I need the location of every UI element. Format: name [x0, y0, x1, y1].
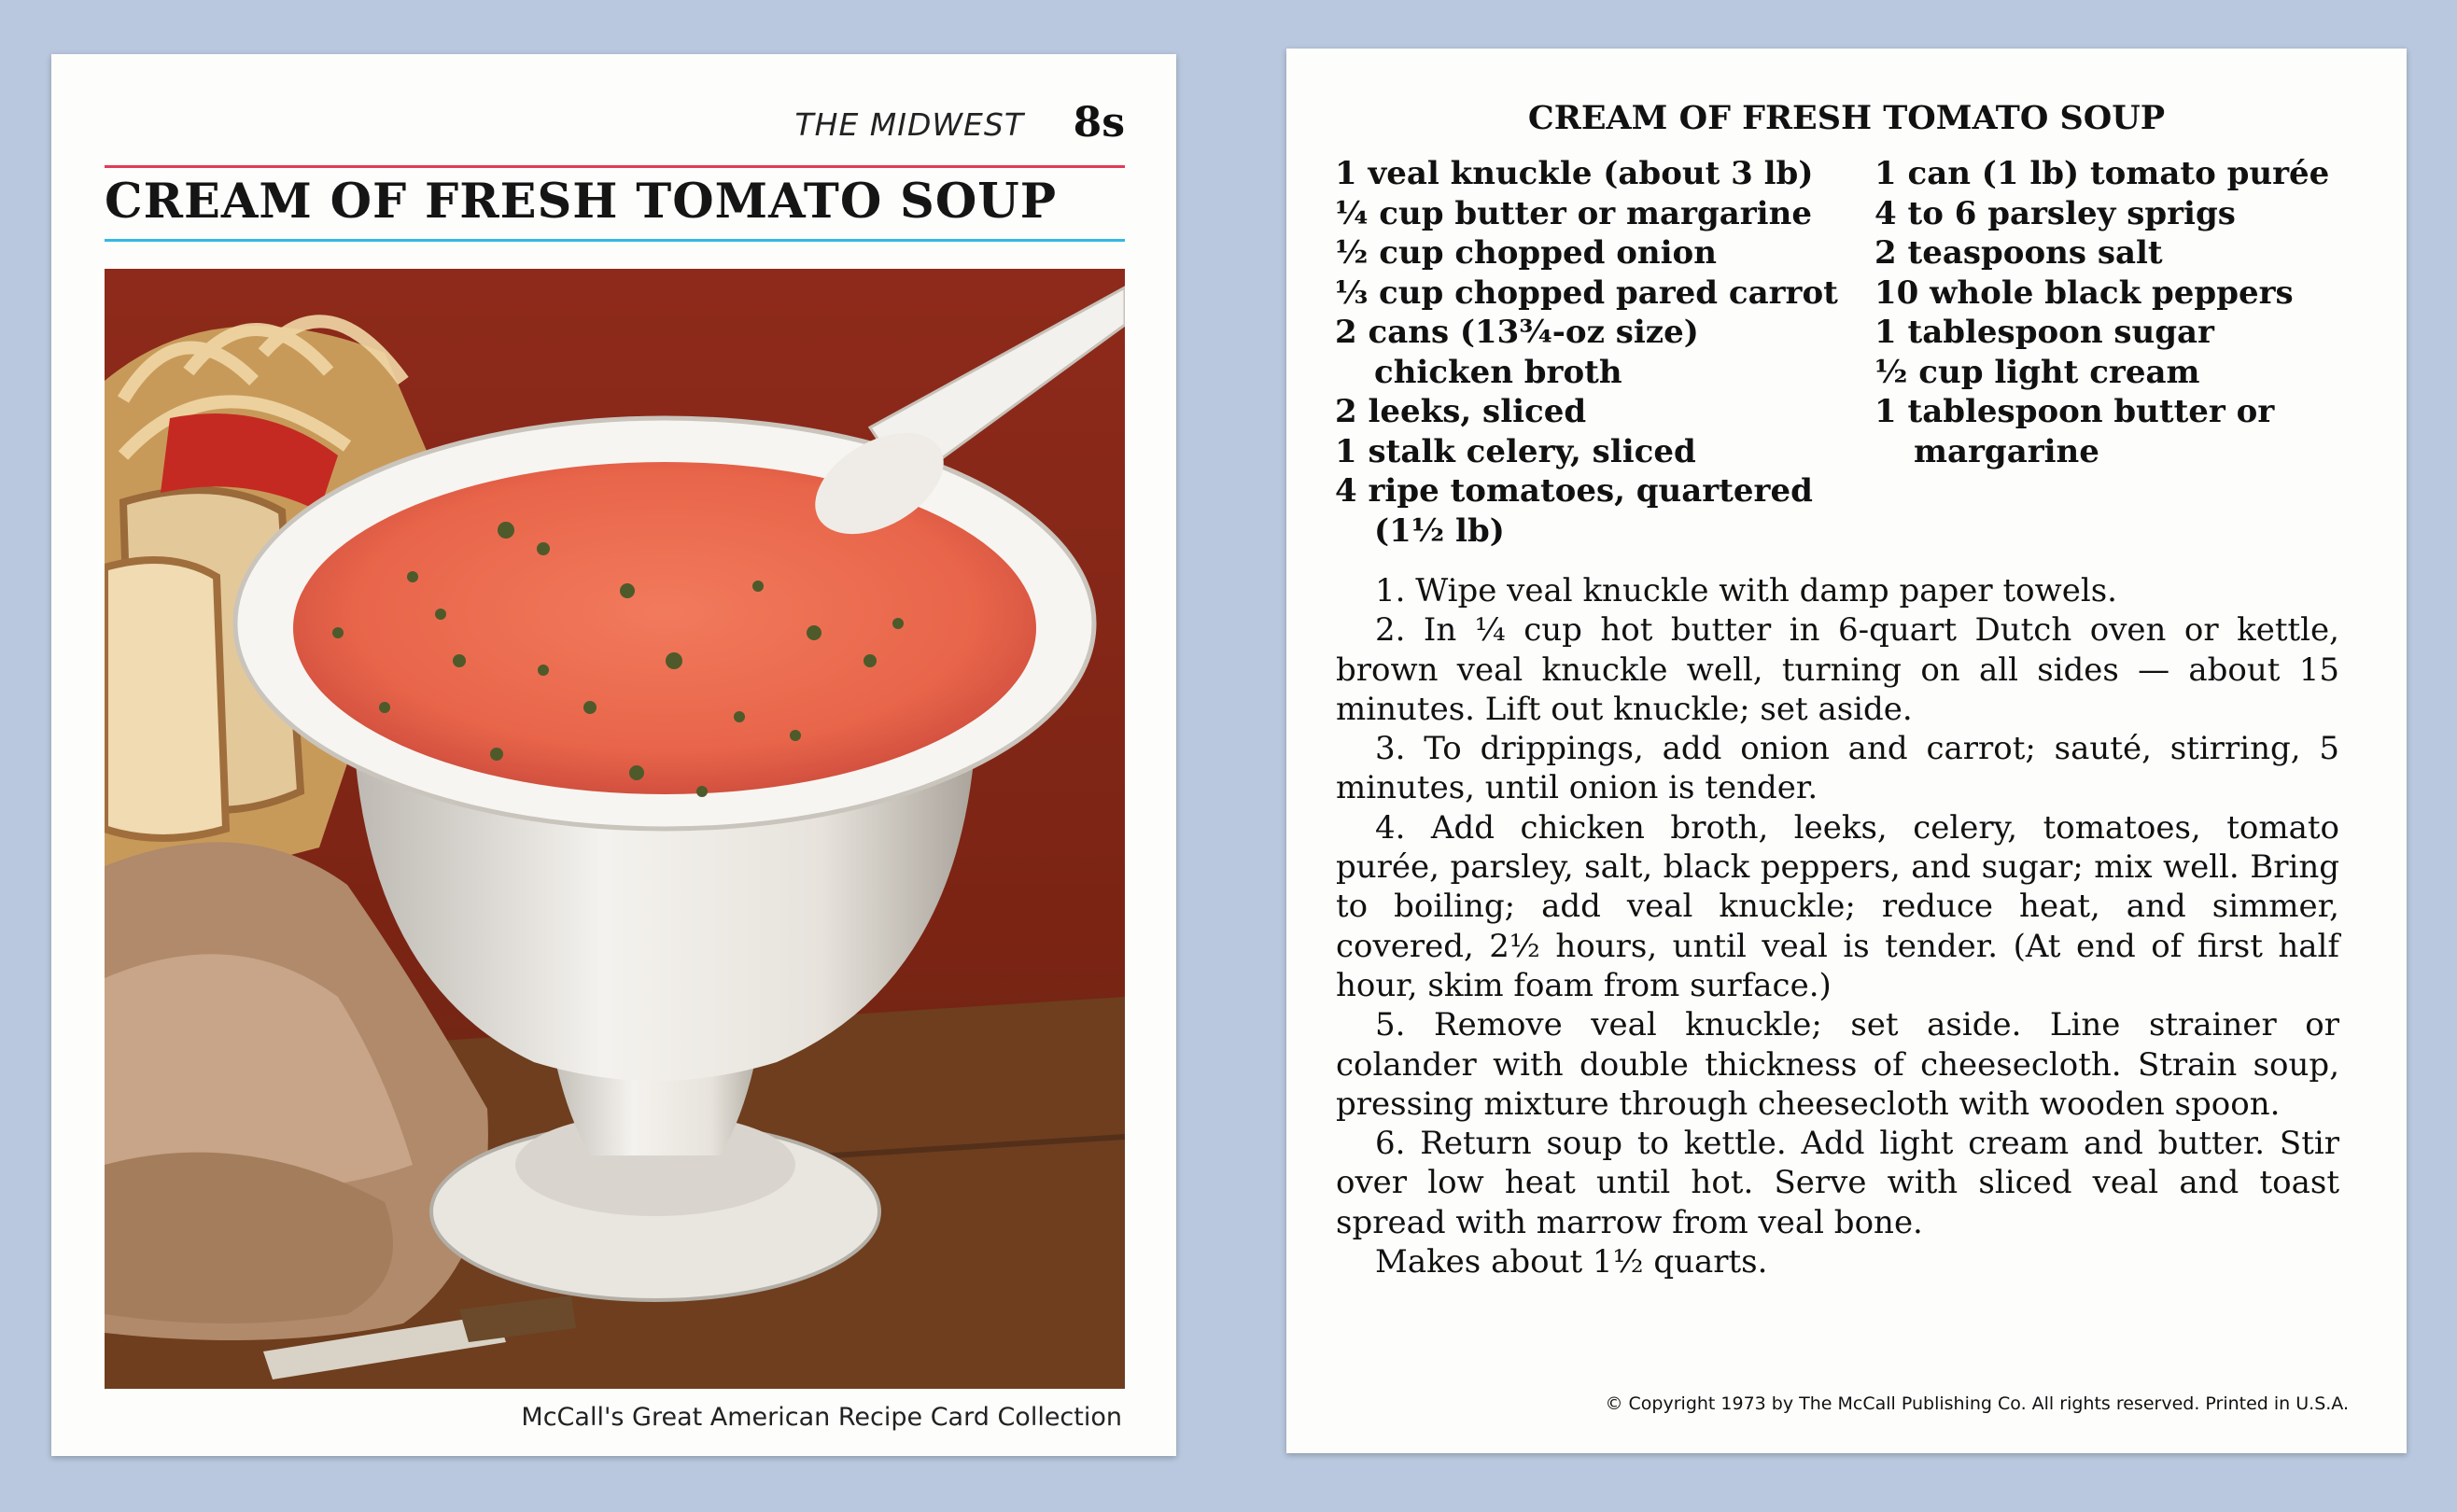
ingredient-line: 2 teaspoons salt — [1874, 234, 2163, 272]
ingredient-line: margarine — [1914, 432, 2099, 470]
direction-step: 6. Return soup to kettle. Add light cream and butter. Stir over low heat until hot. Serve with sliced veal and toast spread with marrow from veal bone. — [1336, 1125, 2339, 1241]
card-number: 8s — [1073, 99, 1125, 147]
ingredient-line: 1 veal knuckle (about 3 lb) — [1335, 155, 1814, 192]
direction-step: 3. To drippings, add onion and carrot; sauté, stirring, 5 minutes, until onion is tender. — [1336, 730, 2339, 807]
ingredient-line: 1 tablespoon butter or — [1874, 393, 2275, 430]
directions — [1336, 571, 2339, 1281]
direction-step: 1. Wipe veal knuckle with damp paper towels. — [1375, 572, 2117, 609]
ingredient-line: 1 stalk celery, sliced — [1335, 432, 1696, 470]
recipe-title: CREAM OF FRESH TOMATO SOUP — [105, 174, 1058, 230]
direction-step: 4. Add chicken broth, leeks, celery, tomatoes, tomato purée, parsley, salt, black peppers, and sugar; mix well. Bring to boiling; add veal knuckle; reduce heat, and simmer, covered, 2½ hours, until veal is tender. (At end of first half hour, skim foam from surface.) — [1336, 808, 2339, 1004]
ingredient-line: 4 ripe tomatoes, quartered — [1335, 472, 1813, 510]
ingredient-line: 10 whole black peppers — [1874, 273, 2294, 312]
ingredients-column-left — [1335, 154, 1838, 551]
steps-list — [1336, 571, 2339, 1242]
ingredient-line: 1 can (1 lb) tomato purée — [1874, 155, 2330, 192]
direction-step: 5. Remove veal knuckle; set aside. Line strainer or colander with double thickness of cheesecloth. Strain soup, pressing mixture through cheesecloth with wooden spoon. — [1336, 1006, 2339, 1123]
ingredient-line: chicken broth — [1374, 353, 1622, 391]
ingredient-line: 2 leeks, sliced — [1335, 393, 1587, 430]
copyright-notice: © Copyright 1973 by The McCall Publishing Co. All rights reserved. Printed in U.S.A. — [1605, 1393, 2349, 1414]
card-header — [105, 99, 1125, 150]
ingredient-line: ¼ cup butter or margarine — [1335, 194, 1812, 232]
ingredient-line: 2 cans (13¾-oz size) — [1335, 314, 1699, 351]
collection-caption: McCall's Great American Recipe Card Collection — [521, 1403, 1122, 1432]
recipe-title-back: CREAM OF FRESH TOMATO SOUP — [1527, 99, 2166, 137]
ingredient-line: ½ cup chopped onion — [1335, 234, 1717, 272]
top-rule — [105, 165, 1125, 168]
region-label: THE MIDWEST — [794, 106, 1024, 143]
ingredient-line: ⅓ cup chopped pared carrot — [1335, 273, 1838, 312]
recipe-card-back — [1286, 49, 2407, 1453]
soup-photo — [105, 269, 1125, 1389]
bottom-rule — [105, 239, 1125, 242]
recipe-card-front — [51, 54, 1176, 1456]
ingredient-line: 4 to 6 parsley sprigs — [1874, 194, 2236, 232]
soup-tureen-illustration — [105, 269, 1125, 1389]
ingredients-column-right — [1874, 154, 2329, 471]
ingredient-line: ½ cup light cream — [1874, 353, 2200, 391]
ingredient-line: 1 tablespoon sugar — [1874, 314, 2214, 351]
ingredient-line: (1½ lb) — [1374, 511, 1505, 550]
recipe-yield: Makes about 1½ quarts. — [1375, 1243, 1768, 1281]
direction-step: 2. In ¼ cup hot butter in 6-quart Dutch oven or kettle, brown veal knuckle well, turning on all sides — about 15 minutes. Lift out knuckle; set aside. — [1336, 611, 2339, 728]
